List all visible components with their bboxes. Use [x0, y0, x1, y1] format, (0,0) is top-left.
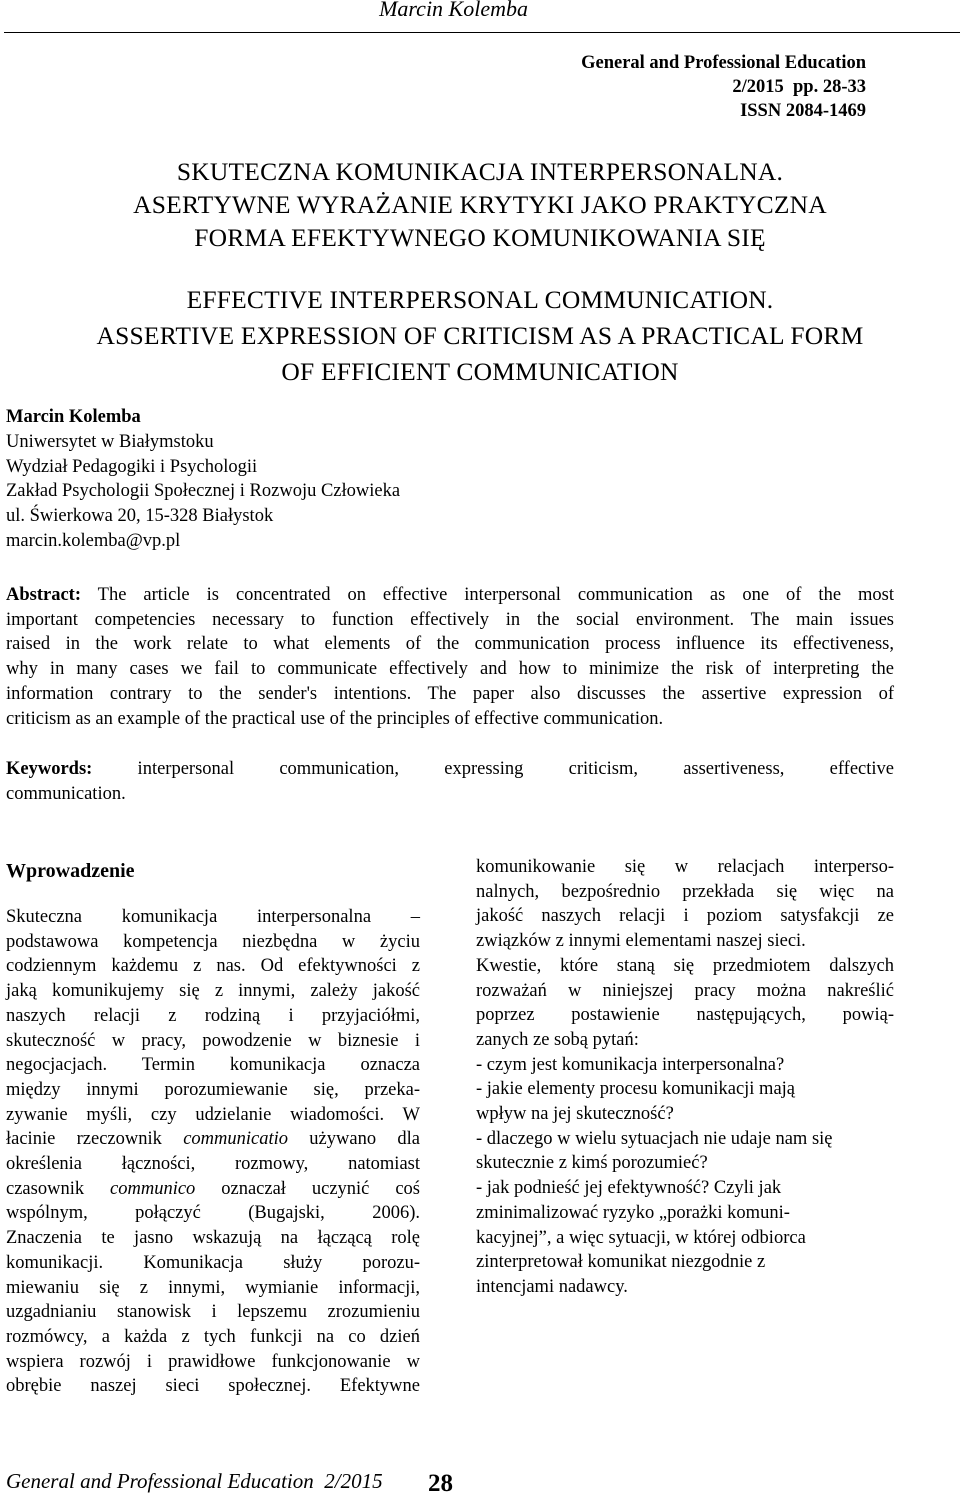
- footer-journal: General and Professional Education 2/2015: [6, 1469, 383, 1493]
- abstract-line: information contrary to the sender's intentions. The paper also discusses the assertive expression of: [6, 683, 894, 704]
- paragraph-line: jakość naszych relacji i poziom satysfakcji ze: [476, 906, 894, 927]
- title-english-line: ASSERTIVE EXPRESSION OF CRITICISM AS A PRACTICAL FORM: [96, 321, 864, 350]
- abstract-line: criticism as an example of the practical use of the principles of effective communication.: [6, 708, 664, 729]
- question-item: intencjami nadawcy.: [476, 1276, 628, 1297]
- abstract: [6, 583, 894, 731]
- section-heading: Wprowadzenie: [6, 860, 135, 882]
- paragraph-line: Znaczenia te jasno wskazują na łączącą rolę: [6, 1228, 420, 1249]
- question-item: - dlaczego w wielu sytuacjach nie udaje nam się: [476, 1128, 833, 1149]
- body-column-right: [476, 855, 894, 1300]
- author-address: ul. Świerkowa 20, 15-328 Białystok: [6, 506, 274, 527]
- paragraph-line: codziennym każdemu z nas. Od efektywności z: [6, 956, 420, 977]
- latin-term: communicatio: [183, 1129, 288, 1150]
- author-name: Marcin Kolemba: [6, 407, 141, 427]
- paragraph-line: wspólnym, połączyć (Bugajski, 2006).: [6, 1203, 420, 1224]
- question-item: kacyjnej”, a więc sytuacji, w której odbiorca: [476, 1227, 806, 1248]
- question-item: skutecznie z kimś porozumieć?: [476, 1153, 708, 1174]
- question-item: zminimalizować ryzyko „porażki komuni-: [476, 1202, 790, 1223]
- page-number: 28: [428, 1470, 453, 1497]
- title-english-line: OF EFFICIENT COMMUNICATION: [281, 357, 679, 386]
- paragraph-line: wspiera rozwój i prawidłowe funkcjonowanie w: [6, 1351, 420, 1372]
- paragraph-line: między innymi porozumiewanie się, przeka-: [6, 1079, 420, 1100]
- latin-term: communico: [110, 1178, 196, 1199]
- title-english: [0, 282, 960, 390]
- paragraph-line: jaką komunikujemy się z innymi, zależy jakość: [6, 981, 420, 1002]
- author-university: Uniwersytet w Białymstoku: [6, 431, 214, 452]
- keywords-line: interpersonal communication, expressing criticism, assertiveness, effective: [92, 759, 894, 779]
- paragraph-line: określenia łączności, rozmowy, natomiast: [6, 1154, 420, 1175]
- abstract-line: important competencies necessary to function effectively in the social environment. The main issues: [6, 609, 894, 630]
- paragraph-line: skuteczność w pracy, powodzenie w biznesie i: [6, 1030, 420, 1051]
- paragraph-line: poprzez postawienie następujących, powią-: [476, 1005, 894, 1026]
- paragraph-line: zywanie myśli, czy udzielanie wiadomości. W: [6, 1104, 420, 1125]
- abstract-line: The article is concentrated on effective interpersonal communication as one of the most: [81, 585, 894, 605]
- title-english-line: EFFECTIVE INTERPERSONAL COMMUNICATION.: [186, 285, 774, 314]
- title-polish: [0, 155, 960, 254]
- question-item: - czym jest komunikacja interpersonalna?: [476, 1054, 785, 1075]
- running-head: Marcin Kolemba: [379, 0, 528, 21]
- paragraph-line: łacinie rzeczownik: [6, 1129, 184, 1150]
- author-department: Zakład Psychologii Społecznej i Rozwoju Człowieka: [6, 481, 401, 502]
- paragraph-line: uzgadnianiu stanowisk i lepszemu zrozumieniu: [6, 1302, 420, 1323]
- header-rule: [4, 32, 960, 33]
- paragraph-line: miewaniu się z innymi, wymianie informacji,: [6, 1277, 420, 1298]
- paragraph-line: podstawowa kompetencja niezbędna w życiu: [6, 931, 420, 952]
- title-polish-line: FORMA EFEKTYWNEGO KOMUNIKOWANIA SIĘ: [194, 223, 766, 252]
- title-polish-line: SKUTECZNA KOMUNIKACJA INTERPERSONALNA.: [176, 157, 784, 186]
- paragraph-line: rozważań w niniejszej pracy można nakreślić: [476, 980, 894, 1001]
- title-polish-line: ASERTYWNE WYRAŻANIE KRYTYKI JAKO PRAKTYCZNA: [133, 190, 827, 219]
- author-faculty: Wydział Pedagogiki i Psychologii: [6, 456, 258, 477]
- keywords-line: communication.: [6, 784, 126, 804]
- question-item: zinterpretował komunikat niezgodnie z: [476, 1252, 766, 1273]
- paragraph-line: czasownik: [6, 1178, 111, 1199]
- paragraph-line: związków z innymi elementami naszej sieci.: [476, 931, 806, 952]
- question-item: - jakie elementy procesu komunikacji mają: [476, 1079, 796, 1100]
- author-email: marcin.kolemba@vp.pl: [6, 530, 181, 551]
- journal-info: [581, 51, 866, 123]
- paragraph-line: Kwestie, które staną się przedmiotem dalszych: [476, 955, 894, 976]
- question-item: wpływ na jej skuteczność?: [476, 1104, 674, 1125]
- author-block: [6, 405, 400, 554]
- journal-issn: ISSN 2084-1469: [740, 101, 866, 121]
- keywords-label: Keywords:: [6, 759, 93, 779]
- paragraph-line: komunikacji. Komunikacja służy porozu-: [6, 1252, 420, 1273]
- journal-issue: 2/2015 pp. 28-33: [732, 77, 866, 97]
- paragraph-line: obrębie naszej sieci społecznej. Efektywne: [6, 1376, 420, 1397]
- paragraph-line: używano dla: [288, 1129, 421, 1150]
- abstract-line: raised in the work relate to what elements of the communication process influence its effectiveness,: [6, 634, 894, 655]
- question-item: - jak podnieść jej efektywność? Czyli jak: [476, 1178, 782, 1199]
- paragraph-line: nalnych, bezpośrednio przekłada się więc na: [476, 881, 894, 902]
- abstract-label: Abstract:: [6, 585, 82, 605]
- paragraph-line: zanych ze sobą pytań:: [476, 1029, 639, 1050]
- paragraph-line: komunikowanie się w relacjach interperso-: [476, 857, 894, 877]
- paragraph-line: naszych relacji z rodziną i przyjaciółmi,: [6, 1005, 420, 1026]
- keywords: [6, 757, 894, 807]
- paragraph-line: oznaczał uczynić coś: [195, 1178, 420, 1199]
- paragraph-line: negocjacjach. Termin komunikacja oznacza: [6, 1055, 420, 1076]
- paragraph-line: rozmówcy, a każda z tych funkcji na co dzień: [6, 1326, 420, 1347]
- abstract-line: why in many cases we fail to communicate effectively and how to minimize the risk of interpreting the: [6, 659, 894, 680]
- body-column-left: [6, 855, 420, 1399]
- paragraph-line: Skuteczna komunikacja interpersonalna –: [6, 907, 420, 927]
- journal-name: General and Professional Education: [581, 53, 866, 73]
